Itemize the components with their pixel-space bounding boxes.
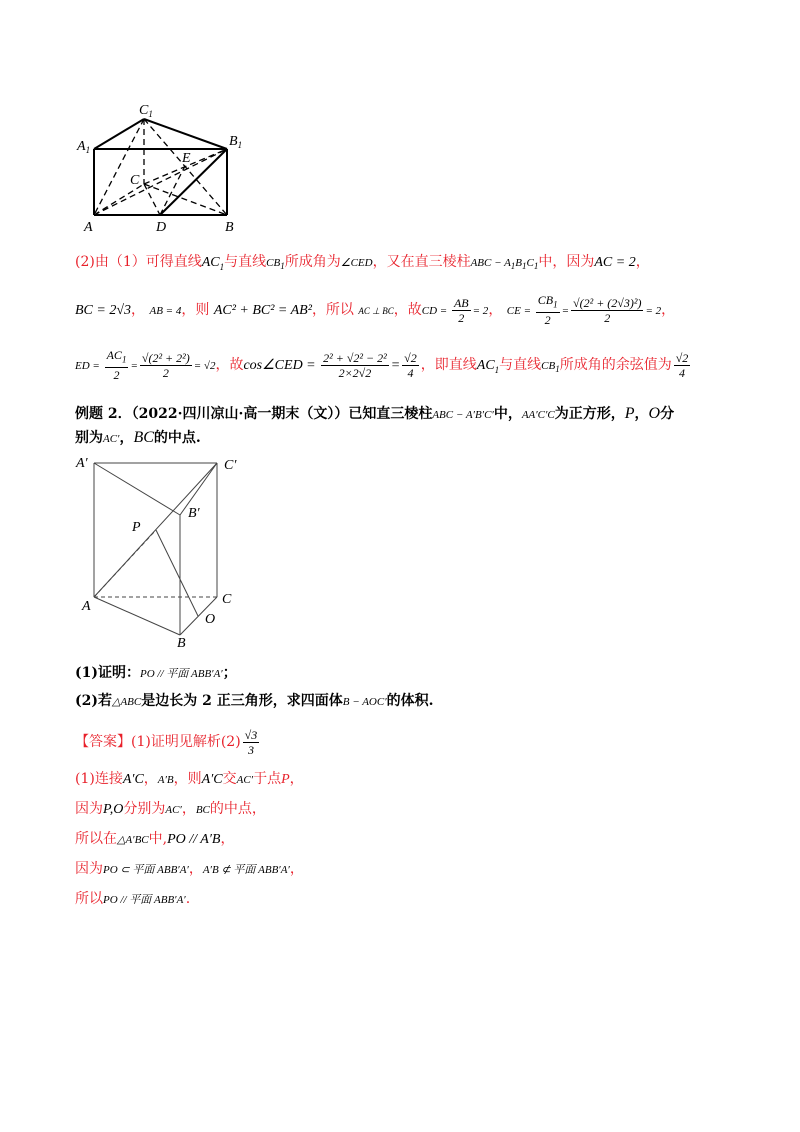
part2-line1	[75, 252, 650, 277]
text: ，	[220, 831, 235, 847]
label-d: D	[156, 220, 167, 235]
math: BC	[195, 804, 210, 816]
solution-line3	[75, 829, 234, 850]
label-b1: $B_1$	[229, 134, 243, 150]
text: 分别为	[123, 801, 166, 817]
math-tetra: B − AOC′	[342, 696, 387, 708]
math: A′C	[122, 772, 144, 787]
edge-c1b1	[144, 119, 227, 149]
answer-tag: 【答案】	[75, 734, 131, 750]
edge-ab	[94, 597, 180, 635]
frac-ce1: $\frac{CB_1}{2}$	[537, 293, 558, 327]
edge-a1c1	[94, 119, 144, 149]
text: ，	[488, 302, 503, 318]
label-b: B	[225, 220, 234, 235]
label-c: C	[130, 173, 140, 188]
label-a1: A′	[76, 456, 88, 471]
math: A′B	[157, 774, 174, 786]
example2-line2	[75, 428, 201, 449]
math-ed-res: = √2	[193, 360, 216, 372]
text: ，故	[215, 357, 244, 373]
math-pythag: AC² + BC² = AB²	[213, 303, 312, 318]
math: PO // 平面 ABB′A′	[103, 894, 186, 906]
text: 的体积.	[386, 693, 434, 709]
math: A′B ⊄ 平面 ABB′A′	[202, 864, 290, 876]
label-o: O	[205, 612, 216, 627]
text: 为正方形，	[554, 406, 625, 422]
math: AC′	[236, 774, 254, 786]
text: 与直线	[224, 254, 267, 270]
math-triangle: △ABC	[112, 696, 142, 708]
math-ed: ED =	[75, 360, 103, 372]
question-1	[75, 663, 237, 684]
math-po-plane: PO // 平面 ABB′A′	[140, 668, 223, 680]
text: ，所以	[311, 302, 354, 318]
text: ，	[143, 771, 158, 787]
math: PO // A′B	[167, 832, 221, 847]
text: 因为	[75, 801, 103, 817]
text: ，	[289, 771, 304, 787]
part2-line3	[75, 345, 692, 385]
math-bc: BC = 2√3	[75, 303, 132, 318]
text: .	[185, 891, 191, 907]
solution-line2	[75, 799, 266, 820]
math: AC′	[165, 804, 182, 816]
part2-line2	[75, 290, 675, 330]
frac-answer: $\frac{√2}{4}$	[675, 350, 689, 380]
math: P,O	[103, 802, 124, 817]
label-b: B	[177, 636, 186, 650]
text: (1)证明见解析(2)	[131, 734, 241, 750]
text: ，	[119, 430, 134, 446]
example2-line1	[75, 404, 674, 425]
label-c1: $C_1$	[139, 103, 153, 119]
solution-line5	[75, 889, 190, 910]
text: 中，因为	[538, 254, 595, 270]
math-cb1: $CB_1$	[541, 360, 560, 375]
math-perp: AC ⊥ BC	[358, 306, 394, 316]
text: ；	[222, 665, 237, 681]
math-ac2: AC = 2	[594, 255, 636, 270]
edge-a1b1	[94, 463, 180, 515]
label-a: A	[82, 599, 91, 614]
text: 中,	[148, 831, 168, 847]
math-bc: BC	[133, 429, 154, 446]
math-ac: AC′	[103, 433, 120, 445]
math-eq: =	[390, 358, 401, 373]
math: A′C	[201, 772, 223, 787]
text: 别为	[75, 430, 103, 446]
text: ，则	[173, 771, 202, 787]
edge-de	[160, 166, 185, 215]
text: 是边长为 2 正三角形，求四面体	[141, 693, 343, 709]
text: 分	[660, 406, 675, 422]
frac-answer: $\frac{√3}{3}$	[244, 727, 258, 757]
solution-line1	[75, 769, 304, 790]
math-cb1: $CB_1$	[266, 257, 285, 272]
frac-cos1: $\frac{\text{2² + √2² − 2²}}{2\times 2√2}$	[323, 350, 387, 380]
text: ，	[188, 861, 203, 877]
text: (2)若	[75, 693, 112, 709]
edge-po	[156, 530, 198, 616]
text: ，即直线	[420, 357, 477, 373]
solution-line4	[75, 859, 304, 880]
text: 与直线	[499, 357, 542, 373]
label-p: P	[132, 520, 141, 535]
text: ，	[634, 406, 649, 422]
text: ，	[661, 302, 676, 318]
text: (1)证明：	[75, 665, 140, 681]
text: ，	[131, 302, 146, 318]
label-b1: B′	[188, 506, 200, 521]
math-cd-res: = 2	[472, 305, 489, 317]
text: 的中点，	[209, 801, 266, 817]
text: ，则	[181, 302, 210, 318]
math-cd: CD =	[421, 305, 450, 317]
text: 中，	[493, 406, 522, 422]
edge-ab1	[94, 149, 227, 215]
math-p: P	[624, 405, 635, 422]
text: 所以在	[75, 831, 117, 847]
frac-cos2: $\frac{√2}{4}$	[404, 350, 417, 380]
text: ，	[181, 801, 196, 817]
text: ，	[635, 254, 650, 270]
math: PO ⊂ 平面 ABB′A′	[103, 864, 189, 876]
answer-line	[75, 722, 261, 762]
prism-figure-2	[72, 455, 252, 650]
math-ac1: $AC_1$	[201, 255, 225, 272]
question-2	[75, 691, 433, 712]
text: 的中点.	[153, 430, 201, 446]
math: △A′BC	[117, 834, 149, 846]
text: 所成角的余弦值为	[559, 357, 672, 373]
text: (2)由（1）可得直线	[75, 254, 202, 270]
math-eq: =	[130, 360, 138, 372]
edge-db1	[160, 149, 227, 215]
math: P	[281, 772, 290, 787]
math-ce: CE =	[506, 305, 534, 317]
prism-figure-1	[72, 98, 252, 238]
text: ，故	[393, 302, 422, 318]
math-prism: ABC − $A_1B_1C_1$	[470, 257, 539, 272]
text: ，	[289, 861, 304, 877]
text: 所以	[75, 891, 103, 907]
math-ab: AB = 4	[149, 305, 182, 317]
text: 交	[222, 771, 237, 787]
frac-ce2: $\frac{\text{√(2² + (2√3)²)}}{2}$	[573, 295, 642, 325]
label-a: A	[84, 220, 93, 235]
label-c: C	[222, 592, 232, 607]
text: ，又在直三棱柱	[372, 254, 471, 270]
label-c1: C′	[224, 458, 237, 473]
text: 因为	[75, 861, 103, 877]
label-e: E	[182, 151, 191, 166]
math-cos: cos∠CED =	[243, 358, 320, 373]
text: 于点	[253, 771, 282, 787]
label-a1: $A_1$	[77, 139, 91, 155]
math-eq: =	[561, 305, 570, 317]
math-angle: ∠CED	[340, 257, 373, 269]
text: (1)连接	[75, 771, 123, 787]
text: 例题 2．（2022·四川凉山·高一期末（文））已知直三棱柱	[75, 406, 433, 422]
edge-c1a	[94, 463, 217, 597]
frac-ed2: $\frac{\text{√(2² + 2²)}}{2}$	[141, 350, 190, 380]
frac-cd: $\frac{AB}{2}$	[453, 295, 469, 325]
math-ce-res: = 2	[645, 305, 662, 317]
text: 所成角为	[284, 254, 341, 270]
math-square: AA′C′C	[521, 409, 555, 421]
math-ac1: $AC_1$	[476, 358, 500, 375]
math-prism: ABC − A′B′C′	[432, 409, 494, 421]
frac-ed1: $\frac{AC_1}{2}$	[106, 348, 127, 382]
math-o: O	[648, 405, 661, 422]
